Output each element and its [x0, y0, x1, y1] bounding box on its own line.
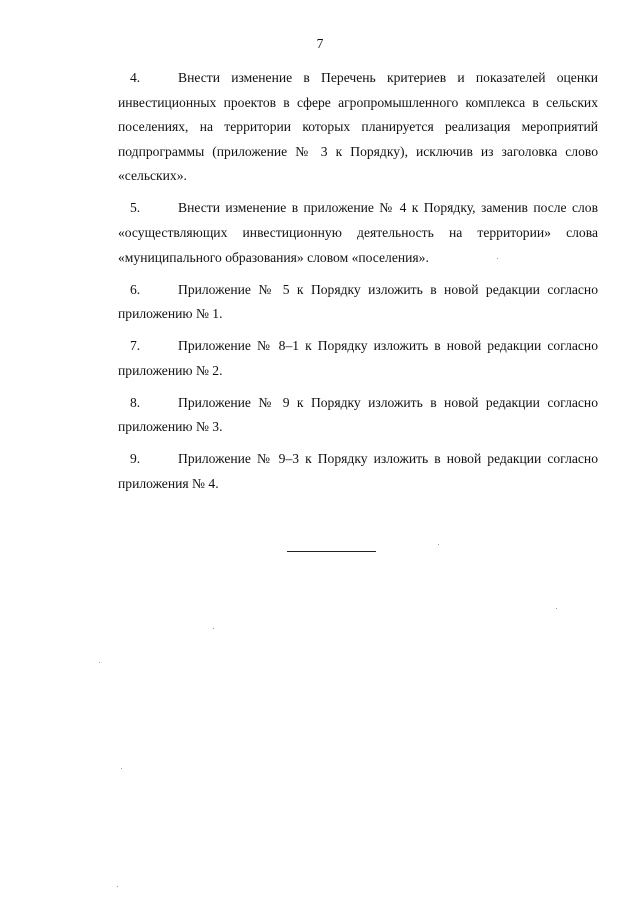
- item-text: Приложение № 8–1 к Порядку изложить в новой редакции согласно приложению № 2.: [118, 338, 598, 378]
- item-number: 8.: [130, 394, 141, 410]
- item-number: 5.: [130, 200, 141, 216]
- scan-speck: [121, 768, 122, 769]
- list-item: [118, 391, 598, 440]
- item-text: Приложение № 5 к Порядку изложить в новой редакции согласно приложению № 1.: [118, 281, 598, 322]
- numbered-items: [118, 66, 598, 504]
- page-number: 7: [316, 36, 324, 51]
- item-number: 7.: [130, 338, 141, 354]
- item-text: Внести изменение в приложение № 4 к Порядку, заменив после слов «осуществляющих инвестиционную деятельность на территории» слова «муниципального образования» словом «поселения».: [118, 200, 598, 265]
- item-number: 6.: [130, 281, 141, 297]
- list-item: [118, 66, 598, 189]
- item-number: 4.: [130, 70, 141, 85]
- scan-speck: [438, 544, 439, 545]
- scan-speck: [213, 628, 214, 629]
- scan-speck: [556, 608, 557, 609]
- scan-speck: [99, 662, 100, 663]
- scan-speck: [117, 886, 118, 887]
- item-text: Приложение № 9 к Порядку изложить в новой редакции согласно приложению № 3.: [118, 394, 598, 435]
- end-divider-line: [287, 551, 376, 552]
- list-item: [118, 334, 598, 383]
- list-item: [118, 278, 598, 327]
- item-text: Внести изменение в Перечень критериев и показателей оценки инвестиционных проектов в сфере агропромышленного комплекса в сельских поселениях, на территории которых планируется реализация мероприятий подпрограммы (приложение № 3 к Порядку), исключив из заголовка слово «сельских».: [118, 70, 598, 184]
- list-item: [118, 196, 598, 270]
- item-number: 9.: [130, 451, 141, 467]
- item-text: Приложение № 9–3 к Порядку изложить в новой редакции согласно приложения № 4.: [118, 451, 598, 491]
- scan-speck: [497, 258, 498, 259]
- list-item: [118, 447, 598, 496]
